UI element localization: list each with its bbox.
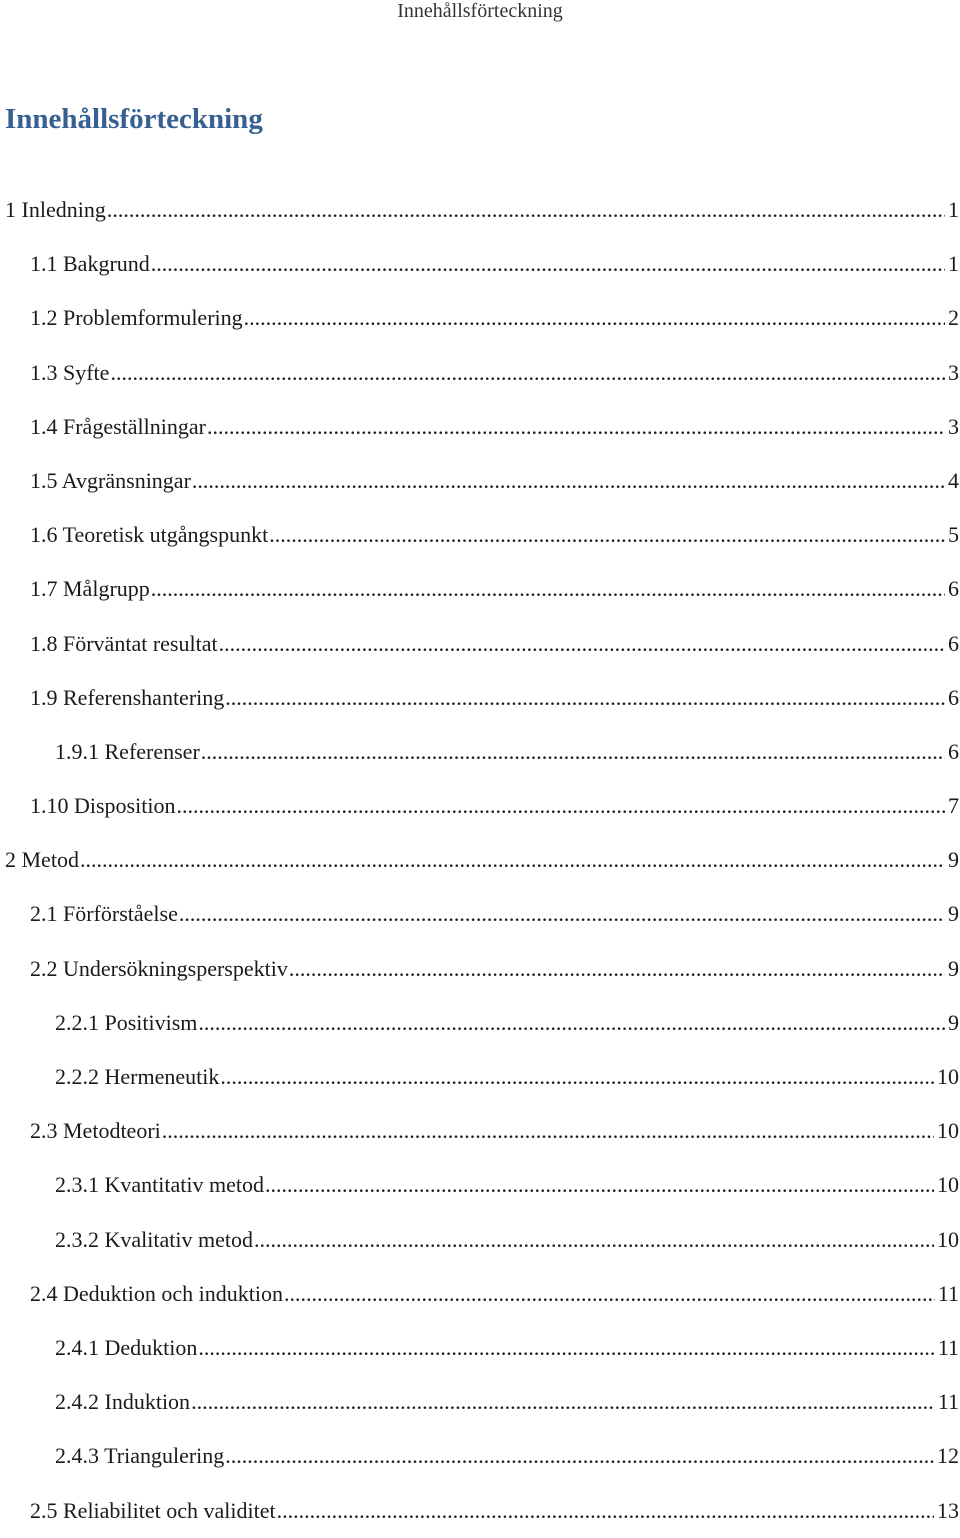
toc-entry[interactable] [0, 996, 960, 1050]
toc-dot-leader [191, 1375, 935, 1429]
toc-entry-page-number[interactable]: 3 [948, 359, 959, 385]
toc-dot-leader [220, 1050, 934, 1104]
toc-entry-page-number[interactable]: 9 [948, 1009, 959, 1035]
toc-dot-leader [277, 1484, 934, 1538]
toc-entry-page-number[interactable]: 11 [937, 1334, 959, 1360]
toc-entry[interactable] [0, 671, 960, 725]
toc-entry-page-number[interactable]: 6 [948, 738, 959, 764]
toc-entry-label[interactable]: 2.5 Reliabilitet och validitet [30, 1497, 276, 1523]
toc-entry[interactable] [0, 508, 960, 562]
toc-entry-label[interactable]: 1.9.1 Referenser [55, 738, 200, 764]
toc-entry-label[interactable]: 1.2 Problemformulering [30, 305, 243, 331]
toc-entry-page-number[interactable]: 9 [948, 955, 959, 981]
toc-entry-label[interactable]: 1.4 Frågeställningar [30, 413, 206, 439]
toc-entry-page-number[interactable]: 11 [937, 1389, 959, 1415]
toc-entry-page-number[interactable]: 1 [948, 251, 959, 277]
toc-dot-leader [254, 1213, 934, 1267]
toc-dot-leader [162, 1104, 934, 1158]
running-header: Innehållsförteckning [397, 0, 563, 22]
toc-entry[interactable] [0, 1267, 960, 1321]
toc-dot-leader [80, 833, 945, 887]
toc-entry-page-number[interactable]: 3 [948, 413, 959, 439]
toc-entry[interactable] [0, 887, 960, 941]
toc-entry-page-number[interactable]: 10 [937, 1226, 959, 1252]
toc-dot-leader [244, 291, 945, 345]
toc-entry[interactable] [0, 779, 960, 833]
toc-entry-label[interactable]: 2.3 Metodteori [30, 1118, 161, 1144]
toc-entry-page-number[interactable]: 2 [948, 305, 959, 331]
toc-entry[interactable] [0, 1484, 960, 1538]
toc-dot-leader [151, 562, 945, 616]
toc-entry-label[interactable]: 2 Metod [5, 847, 79, 873]
toc-entry[interactable] [0, 1375, 960, 1429]
toc-entry-label[interactable]: 2.3.2 Kvalitativ metod [55, 1226, 253, 1252]
toc-entry-label[interactable]: 2.2.2 Hermeneutik [55, 1064, 220, 1089]
toc-entry[interactable] [0, 291, 960, 345]
toc-entry-label[interactable]: 1 Inledning [5, 197, 106, 222]
toc-entry-label[interactable]: 1.7 Målgrupp [30, 576, 150, 602]
toc-entry[interactable] [0, 1050, 960, 1104]
toc-entry[interactable] [0, 346, 960, 400]
toc-entry[interactable] [0, 1158, 960, 1212]
toc-entry-page-number[interactable]: 7 [948, 793, 959, 819]
toc-entry-page-number[interactable]: 12 [937, 1443, 959, 1469]
toc-entry-page-number[interactable]: 6 [948, 630, 959, 656]
toc-entry-label[interactable]: 2.4.2 Induktion [55, 1389, 191, 1415]
toc-dot-leader [225, 671, 945, 725]
toc-dot-leader [192, 454, 945, 508]
toc-entry-label[interactable]: 1.9 Referenshantering [30, 684, 225, 710]
toc-entry[interactable] [0, 942, 960, 996]
toc-list [0, 183, 960, 1538]
toc-dot-leader [107, 183, 945, 237]
toc-dot-leader [176, 779, 945, 833]
toc-entry[interactable] [0, 183, 960, 237]
toc-dot-leader [179, 887, 945, 941]
toc-dot-leader [265, 1158, 934, 1212]
toc-dot-leader [289, 942, 945, 996]
toc-dot-leader [201, 725, 945, 779]
toc-entry-label[interactable]: 2.1 Förförståelse [30, 901, 178, 927]
toc-entry[interactable] [0, 1213, 960, 1267]
toc-entry[interactable] [0, 1104, 960, 1158]
toc-dot-leader [225, 1429, 934, 1483]
toc-dot-leader [151, 237, 945, 291]
toc-dot-leader [269, 508, 945, 562]
toc-entry[interactable] [0, 725, 960, 779]
toc-entry[interactable] [0, 562, 960, 616]
toc-entry-page-number[interactable]: 5 [948, 522, 959, 548]
toc-entry-page-number[interactable]: 6 [948, 684, 959, 710]
toc-entry-label[interactable]: 2.4.1 Deduktion [55, 1334, 198, 1360]
toc-entry[interactable] [0, 454, 960, 508]
toc-dot-leader [198, 996, 945, 1050]
toc-entry-label[interactable]: 2.3.1 Kvantitativ metod [55, 1172, 264, 1198]
toc-entry-label[interactable]: 1.5 Avgränsningar [30, 467, 191, 493]
toc-entry-page-number[interactable]: 10 [937, 1172, 959, 1198]
toc-entry[interactable] [0, 1321, 960, 1375]
toc-dot-leader [110, 346, 945, 400]
toc-dot-leader [219, 617, 945, 671]
toc-entry[interactable] [0, 237, 960, 291]
toc-entry-page-number[interactable]: 9 [948, 901, 959, 927]
toc-entry-page-number[interactable]: 6 [948, 576, 959, 602]
toc-entry-label[interactable]: 1.6 Teoretisk utgångspunkt [30, 522, 269, 548]
toc-entry-label[interactable]: 1.3 Syfte [30, 359, 110, 385]
toc-entry-label[interactable]: 2.2 Undersökningsperspektiv [30, 955, 288, 981]
toc-entry-page-number[interactable]: 9 [948, 847, 959, 873]
toc-entry-page-number[interactable]: 11 [937, 1280, 959, 1306]
toc-entry-label[interactable]: 1.10 Disposition [30, 793, 176, 819]
toc-entry-page-number[interactable]: 10 [937, 1064, 959, 1089]
toc-dot-leader [198, 1321, 934, 1375]
toc-entry[interactable] [0, 400, 960, 454]
toc-entry-label[interactable]: 2.4.3 Triangulering [55, 1443, 225, 1469]
toc-entry-label[interactable]: 1.1 Bakgrund [30, 251, 150, 277]
toc-title: Innehållsförteckning [5, 103, 263, 135]
toc-entry-page-number[interactable]: 4 [948, 467, 959, 493]
toc-entry-label[interactable]: 1.8 Förväntat resultat [30, 630, 218, 656]
toc-entry-label[interactable]: 2.4 Deduktion och induktion [30, 1280, 283, 1306]
toc-dot-leader [207, 400, 945, 454]
toc-entry[interactable] [0, 617, 960, 671]
toc-entry[interactable] [0, 833, 960, 887]
toc-entry-page-number[interactable]: 13 [937, 1497, 959, 1523]
toc-entry-page-number[interactable]: 1 [948, 197, 959, 222]
toc-entry-page-number[interactable]: 10 [937, 1118, 959, 1144]
toc-entry[interactable] [0, 1429, 960, 1483]
toc-entry-label[interactable]: 2.2.1 Positivism [55, 1009, 198, 1035]
toc-dot-leader [284, 1267, 935, 1321]
